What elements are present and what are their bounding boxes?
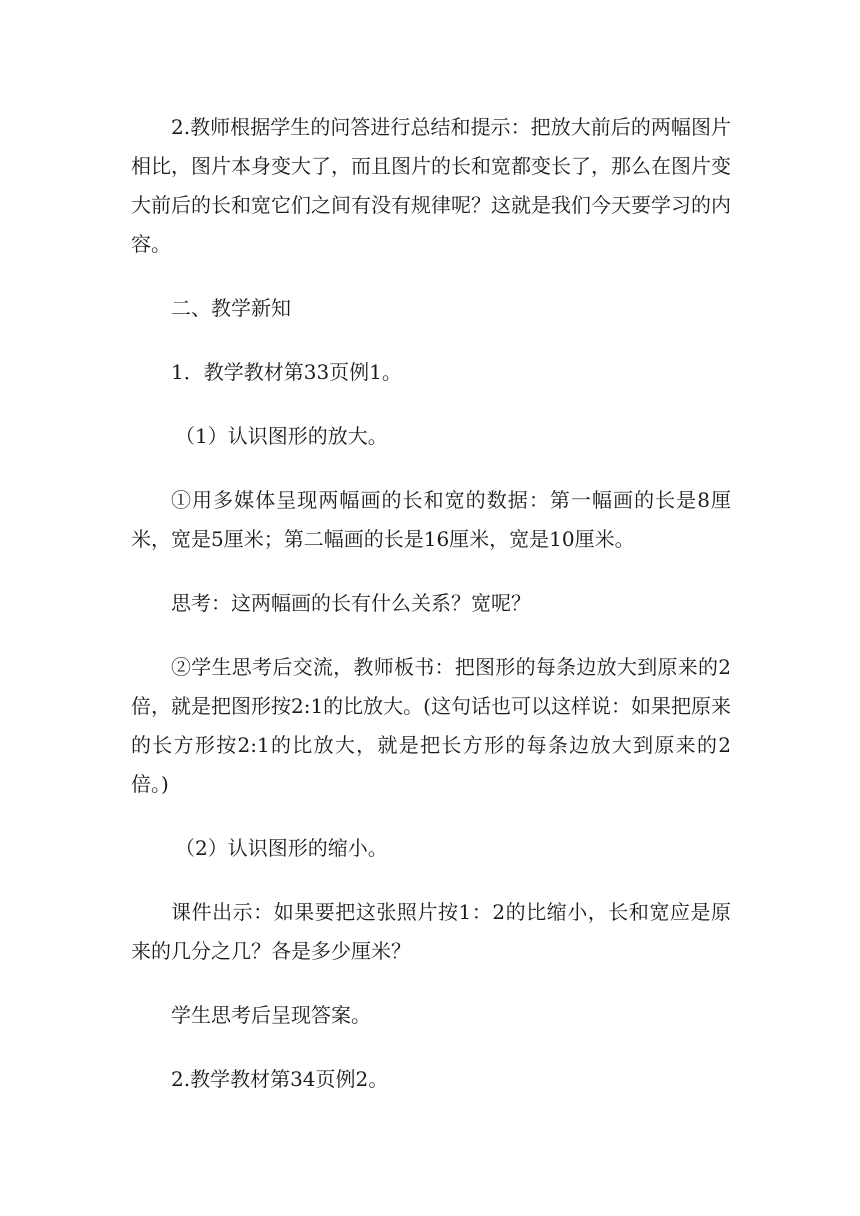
paragraph-answer: 学生思考后呈现答案。: [171, 1003, 371, 1027]
paragraph-board-writing: ②学生思考后交流，教师板书：把图形的每条边放大到原来的2倍，就是把图形按2:1的比放大。(这句话也可以这样说：如果把原来的长方形按2:1的比放大，就是把长方形的每条边放大到原来的2倍。): [131, 655, 731, 796]
paragraph-courseware: 课件出示：如果要把这张照片按1：2的比缩小，长和宽应是原来的几分之几？各是多少厘米？: [131, 900, 731, 963]
paragraph-example-1: 1．教学教材第33页例1。: [171, 360, 402, 384]
subheading-shrink: （2）认识图形的缩小。: [175, 836, 388, 860]
document-body: [131, 108, 731, 1124]
paragraph-summary: 2.教师根据学生的问答进行总结和提示：把放大前后的两幅图片相比，图片本身变大了，而且图片的长和宽都变长了，那么在图片变大前后的长和宽它们之间有没有规律呢？这就是我们今天要学习的内容。: [131, 115, 731, 256]
section-heading-new-knowledge: 二、教学新知: [171, 296, 291, 320]
subheading-enlarge: （1）认识图形的放大。: [175, 424, 388, 448]
paragraph-think-question: 思考：这两幅画的长有什么关系？宽呢？: [171, 591, 531, 615]
paragraph-example-2: 2.教学教材第34页例2。: [171, 1067, 389, 1091]
paragraph-multimedia-data: ①用多媒体呈现两幅画的长和宽的数据：第一幅画的长是8厘米，宽是5厘米；第二幅画的长是16厘米，宽是10厘米。: [131, 488, 731, 551]
